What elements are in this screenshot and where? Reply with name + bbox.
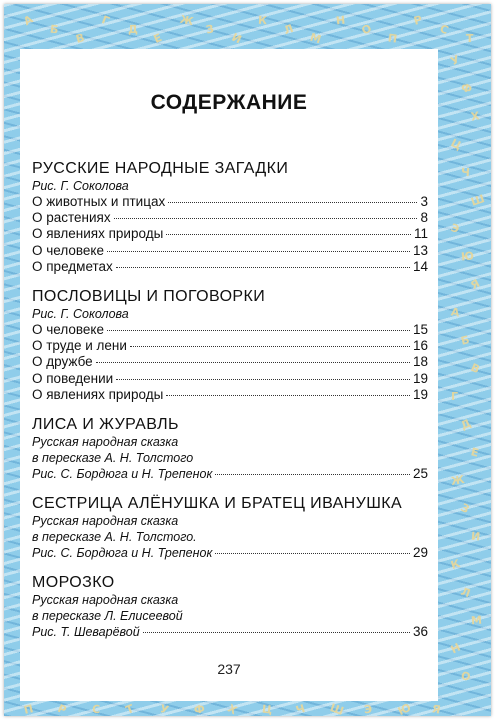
toc-entry[interactable] bbox=[32, 210, 428, 226]
decorative-letter: К bbox=[449, 556, 462, 573]
decorative-letter: Ч bbox=[294, 701, 307, 718]
table-of-contents bbox=[32, 159, 428, 653]
decorative-letter: Ц bbox=[448, 136, 464, 153]
entry-page-number: 19 bbox=[412, 370, 428, 386]
toc-entry[interactable] bbox=[32, 387, 428, 403]
decorative-letter: О bbox=[359, 21, 374, 38]
section-title: МОРОЗКО bbox=[32, 574, 115, 592]
section-credit: в пересказе Л. Елисеевой bbox=[32, 609, 183, 624]
decorative-letter: Н bbox=[335, 13, 346, 28]
dot-leader bbox=[143, 632, 410, 633]
entry-label: О животных и птицах bbox=[32, 194, 166, 209]
section-title: ПОСЛОВИЦЫ И ПОГОВОРКИ bbox=[32, 288, 266, 306]
decorative-letter: Н bbox=[448, 640, 463, 657]
decorative-letter: Ю bbox=[395, 700, 414, 719]
decorative-letter: Х bbox=[469, 109, 481, 124]
decorative-letter: И bbox=[470, 529, 481, 544]
decorative-letter: С bbox=[91, 702, 101, 717]
decorative-letter: М bbox=[308, 30, 323, 47]
entry-page-number: 13 bbox=[412, 242, 428, 258]
entry-label: Рис. С. Бордюга и Н. Трепенок bbox=[32, 467, 213, 482]
page-title: СОДЕРЖАНИЕ bbox=[150, 91, 308, 114]
entry-page-number: 15 bbox=[412, 322, 428, 338]
toc-entry[interactable] bbox=[32, 338, 428, 354]
dot-leader bbox=[96, 362, 410, 363]
entry-label: О явлениях природы bbox=[32, 226, 164, 242]
toc-entry[interactable] bbox=[32, 545, 428, 561]
decorative-letter: Ц bbox=[261, 702, 273, 717]
entry-label: О явлениях природы bbox=[32, 386, 164, 402]
entry-page-number: 16 bbox=[412, 338, 428, 354]
decorative-letter: У bbox=[158, 702, 171, 717]
decorative-letter: Е bbox=[469, 445, 480, 460]
decorative-letter: З bbox=[458, 500, 472, 517]
section-title: СЕСТРИЦА АЛЁНУШКА И БРАТЕЦ ИВАНУШКА bbox=[32, 495, 403, 513]
dot-leader bbox=[107, 251, 410, 252]
decorative-letter: Е bbox=[151, 31, 164, 46]
decorative-letter: К bbox=[257, 13, 268, 28]
decorative-letter: И bbox=[229, 30, 244, 47]
decorative-letter: У bbox=[448, 52, 462, 69]
dot-leader bbox=[116, 379, 410, 380]
toc-entry[interactable] bbox=[32, 354, 428, 370]
decorative-letter: П bbox=[22, 702, 35, 717]
dot-leader bbox=[166, 395, 410, 396]
dot-leader bbox=[116, 267, 410, 268]
dot-leader bbox=[215, 553, 410, 554]
decorative-letter: Ф bbox=[459, 80, 474, 97]
entry-page-number: 29 bbox=[412, 545, 428, 561]
decorative-letter: Ч bbox=[460, 165, 471, 180]
decorative-letter: Ю bbox=[460, 249, 475, 264]
section-credit: Русская народная сказка bbox=[32, 514, 179, 529]
decorative-letter: А bbox=[21, 12, 36, 29]
section-credit: в пересказе А. Н. Толстого. bbox=[32, 530, 197, 545]
decorative-letter: Ш bbox=[328, 701, 346, 718]
dot-leader bbox=[166, 234, 411, 235]
toc-entry[interactable] bbox=[32, 194, 428, 210]
decorative-letter: Л bbox=[459, 584, 473, 601]
entry-page-number: 19 bbox=[412, 386, 428, 402]
decorative-letter: Р bbox=[412, 13, 424, 28]
toc-entry[interactable] bbox=[32, 226, 428, 242]
decorative-letter: Ж bbox=[450, 473, 466, 488]
toc-entry[interactable] bbox=[32, 371, 428, 387]
entry-label: О дружбе bbox=[32, 354, 93, 370]
toc-section bbox=[32, 287, 428, 403]
toc-entry[interactable] bbox=[32, 322, 428, 338]
decorative-letter: Э bbox=[363, 702, 373, 717]
decorative-letter: Х bbox=[225, 701, 240, 718]
section-credit: Русская народная сказка bbox=[32, 593, 179, 608]
section-credit: Рис. Г. Соколова bbox=[32, 179, 129, 193]
decorative-letter: Б bbox=[49, 22, 60, 37]
decorative-letter: Т bbox=[465, 31, 474, 46]
decorative-letter: Л bbox=[282, 21, 296, 38]
dot-leader bbox=[168, 202, 417, 203]
section-title: РУССКИЕ НАРОДНЫЕ ЗАГАДКИ bbox=[32, 160, 289, 177]
entry-label: О предметах bbox=[32, 258, 113, 274]
decorative-letter: Ж bbox=[178, 12, 195, 29]
decorative-letter: Б bbox=[459, 333, 471, 348]
toc-entry[interactable] bbox=[32, 243, 428, 259]
toc-entry[interactable] bbox=[32, 624, 428, 640]
entry-page-number: 3 bbox=[420, 194, 428, 209]
section-credit: в пересказе А. Н. Толстого bbox=[32, 451, 194, 466]
section-credit: Рис. Г. Соколова bbox=[32, 307, 129, 322]
dot-leader bbox=[114, 218, 418, 219]
decorative-letter: Ф bbox=[193, 702, 206, 717]
entry-label: О труде и лени bbox=[32, 338, 127, 354]
entry-label: Рис. С. Бордюга и Н. Трепенок bbox=[32, 546, 213, 561]
entry-label: О поведении bbox=[32, 370, 114, 386]
toc-section bbox=[32, 494, 428, 561]
entry-page-number: 8 bbox=[420, 210, 428, 226]
toc-section bbox=[32, 415, 428, 482]
entry-page-number: 14 bbox=[412, 258, 428, 274]
decorative-letter: Я bbox=[468, 276, 483, 293]
decorative-letter: М bbox=[470, 613, 483, 628]
decorative-letter: Д bbox=[127, 22, 139, 37]
entry-label: О человеке bbox=[32, 322, 104, 338]
decorative-letter: Р bbox=[55, 701, 69, 718]
decorative-letter: Я bbox=[430, 702, 442, 717]
toc-entry[interactable] bbox=[32, 466, 428, 482]
toc-section bbox=[32, 573, 428, 640]
entry-page-number: 25 bbox=[412, 466, 428, 482]
decorative-letter: О bbox=[459, 669, 472, 684]
decorative-letter: С bbox=[437, 21, 451, 38]
decorative-letter: Г bbox=[99, 13, 112, 28]
decorative-letter: В bbox=[74, 31, 87, 46]
content-page bbox=[20, 49, 438, 701]
entry-page-number: 36 bbox=[412, 624, 428, 640]
decorative-letter: Г bbox=[451, 390, 459, 403]
decorative-letter: В bbox=[468, 360, 482, 377]
decorative-letter: Э bbox=[449, 221, 461, 236]
toc-section bbox=[32, 159, 428, 275]
section-title: ЛИСА И ЖУРАВЛЬ bbox=[32, 416, 179, 434]
entry-label: О растениях bbox=[32, 210, 111, 226]
dot-leader bbox=[107, 330, 410, 331]
decorative-letter: Т bbox=[123, 702, 136, 717]
decorative-letter: А bbox=[450, 305, 461, 320]
dot-leader bbox=[215, 474, 410, 475]
entry-label: О человеке bbox=[32, 242, 104, 258]
entry-label: Рис. Т. Шеварёвой bbox=[32, 625, 140, 640]
page-number: 237 bbox=[217, 661, 241, 677]
decorative-border bbox=[4, 4, 491, 719]
entry-page-number: 11 bbox=[413, 226, 428, 242]
dot-leader bbox=[130, 346, 410, 347]
entry-page-number: 18 bbox=[412, 354, 428, 370]
section-credit: Русская народная сказка bbox=[32, 435, 179, 450]
toc-entry[interactable] bbox=[32, 259, 428, 275]
decorative-letter: Ш bbox=[469, 192, 487, 209]
decorative-letter: П bbox=[387, 31, 399, 46]
decorative-letter: Д bbox=[458, 416, 473, 433]
decorative-letter: З bbox=[204, 22, 215, 37]
